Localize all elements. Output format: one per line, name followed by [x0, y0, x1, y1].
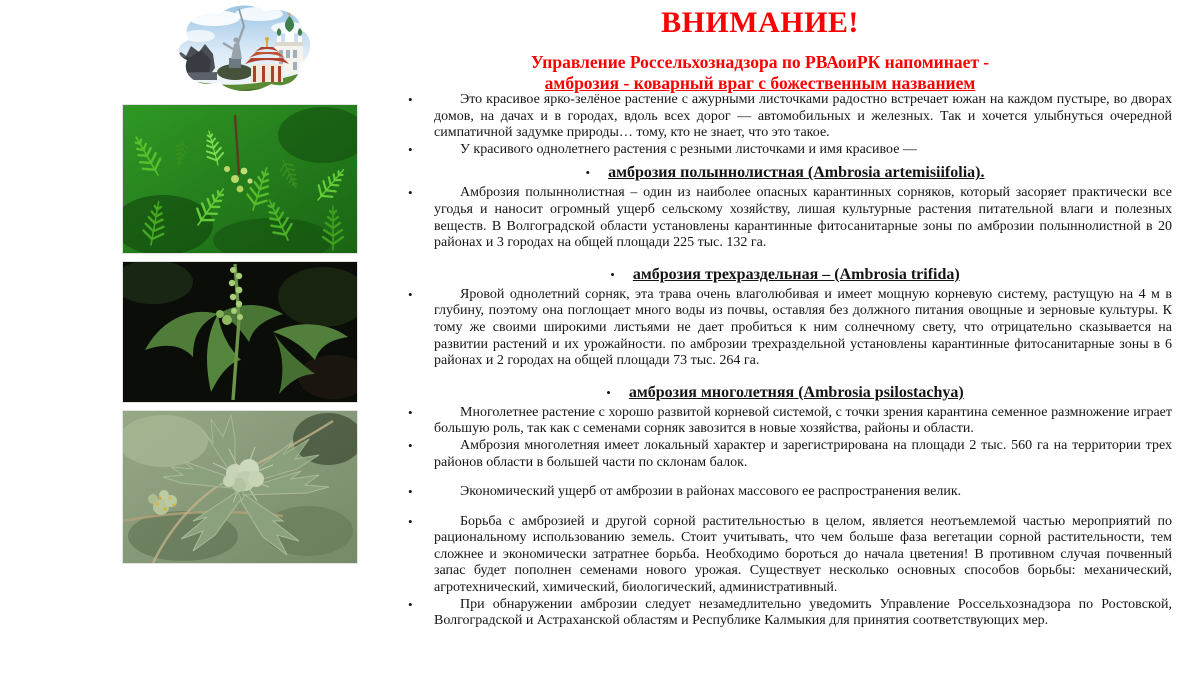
subtitle-line-1: Управление Россельхознадзора по РВАоиРК напоминает - — [530, 52, 990, 72]
photo-ambrosia-trifida — [122, 261, 358, 403]
bullet-paragraph: • Амброзия многолетняя имеет локальный характер и зарегистрирована на площади 2 тыс. 560 га на территории трех районов области в большей части по склонам балок. — [398, 438, 1172, 471]
photo-column — [122, 104, 358, 564]
regional-landmarks-logo — [158, 2, 320, 96]
section-heading-text: амброзия полыннолистная (Ambrosia artemisiifolia). — [608, 164, 985, 182]
bullet-paragraph: • Многолетнее растение с хорошо развитой корневой системой, с точки зрения карантина семенное размножение играет большую роль, так как с семенами сорняк завозится в новые хозяйства, районы и области. — [398, 405, 1172, 438]
ragweed-leaves-image — [123, 105, 357, 253]
perennial-ragweed-image — [123, 411, 357, 563]
bullet-paragraph: • При обнаружении амброзии следует незамедлительно уведомить Управление Россельхознадзора по Ростовской, Волгоградской и Астраханской областям и Республике Калмыкия для принятия соответствующих мер. — [398, 597, 1172, 630]
section-heading — [398, 265, 1172, 284]
bullet-paragraph: • Яровой однолетний сорняк, эта трава очень влаголюбивая и имеет мощную корневую систему, растущую на 4 м в глубину, поэтому она поглощает много воды из почвы, оставляя без должного питания овощные и зерновые культуры. К тому же своими широкими листьями не дает пробиться к ним солнечному свету, что отрицательно сказывается на развитии растений и их урожайности. по амброзии трехраздельной установлены карантинные фитосанитарные зоны в 6 районах и 2 городах на общей площади 73 тыс. 264 га. — [398, 287, 1172, 370]
landmarks-collage-icon — [158, 2, 320, 96]
giant-ragweed-image — [123, 262, 357, 402]
text-column — [398, 92, 1172, 630]
subtitle-line-2: амброзия - коварный враг с божественным названием — [544, 72, 976, 93]
bullet-paragraph: • Экономический ущерб от амброзии в районах массового ее распространения велик. — [398, 484, 1172, 501]
bullet-paragraph: • Борьба с амброзией и другой сорной растительностью в целом, является неотъемлемой частью мероприятий по рациональному использованию земель. Стоит учитывать, что чем больше фаза вегетации сорной растительности, тем сложнее и экономически затратнее борьба. Необходимо бороться до начала цветения! В противном случая почвенный запас будет пополнен семенами нового урожая. Существует несколько основных способов борьбы: механический, агротехнический, химический, биологический, административный. — [398, 514, 1172, 597]
page-title: ВНИМАНИЕ! — [661, 6, 859, 39]
section-heading — [398, 163, 1172, 182]
photo-ambrosia-psilostachya — [122, 410, 358, 564]
bullet-marker: • — [585, 165, 591, 181]
bullet-marker: • — [610, 266, 615, 282]
section-heading-text: амброзия трехраздельная – (Ambrosia trifida) — [632, 265, 960, 283]
bullet-paragraph: • Это красивое ярко-зелёное растение с ажурными листочками радостно встречает южан на каждом пустыре, во дворах домов, на дачах и в городах, вдоль всех дорог — автомобильных и железных. Так и хочется улыбнуться очередной симпатичной задумке природы… тому, кто не знает, что это такое. — [398, 92, 1172, 142]
header — [330, 6, 1190, 93]
section-heading — [398, 383, 1172, 402]
section-heading-text: амброзия многолетняя (Ambrosia psilostachya) — [628, 383, 964, 401]
bullet-paragraph: • У красивого однолетнего растения с резными листочками и имя красивое — — [398, 142, 1172, 159]
photo-ambrosia-artemisiifolia — [122, 104, 358, 254]
bullet-paragraph: • Амброзия полыннолистная – один из наиболее опасных карантинных сорняков, который засоряет практически все угодья и наносит огромный ущерб сельскому хозяйству, лишая культурные растения питательной влаги и полезных веществ. В Волгоградской области установлены карантинные фитосанитарные зоны по амброзии полыннолистной в 20 районах и 3 городах на общей площади 225 тыс. 132 га. — [398, 185, 1172, 251]
bullet-marker: • — [606, 384, 611, 400]
subtitle — [330, 52, 1190, 93]
